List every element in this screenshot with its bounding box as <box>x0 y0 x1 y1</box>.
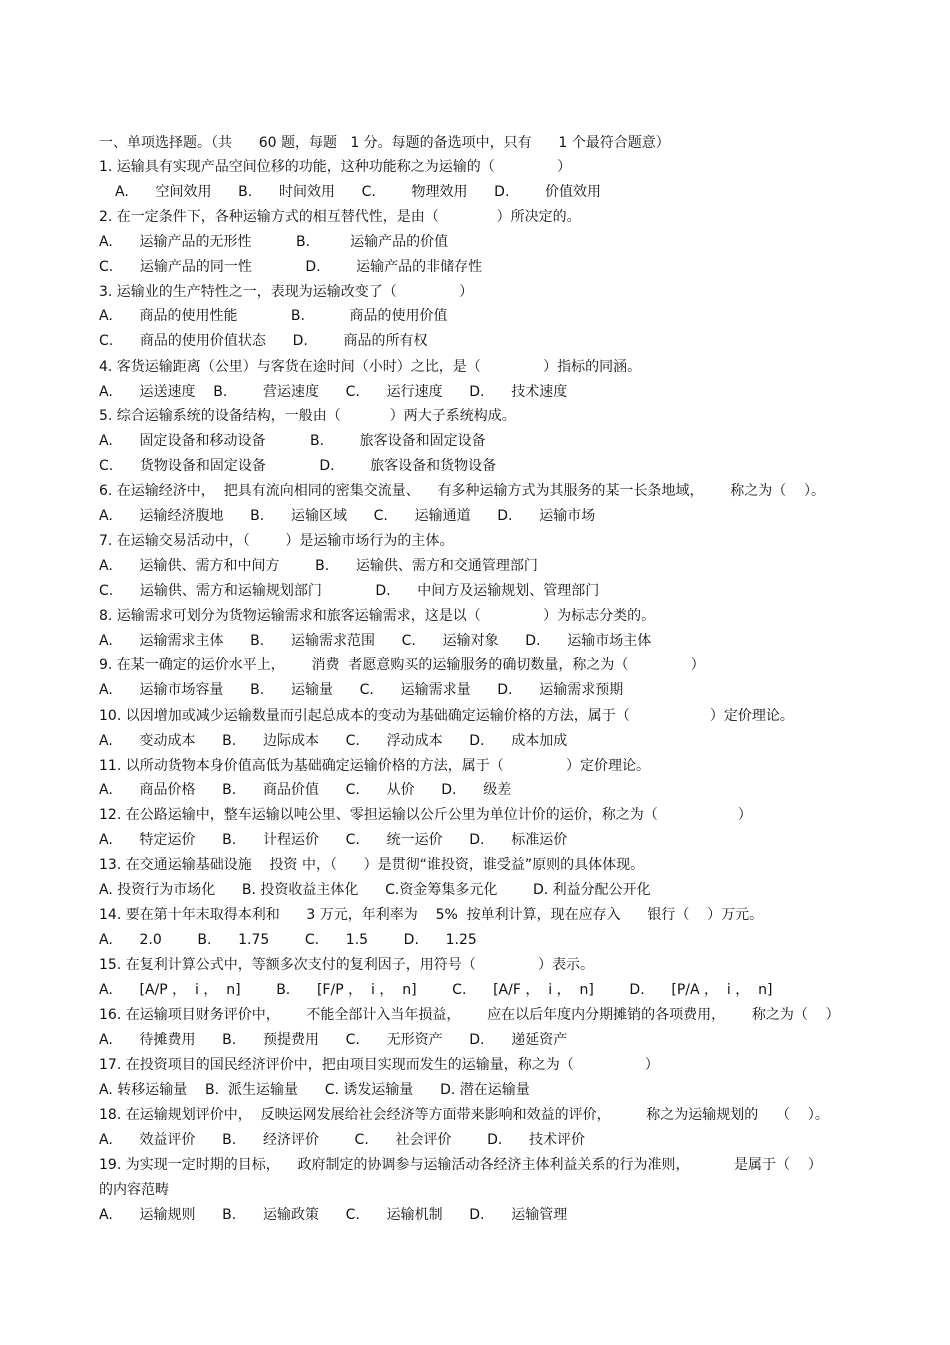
question-15: 15. 在复利计算公式中，等额多次支付的复利因子，用符号（ ）表示。 <box>99 957 595 973</box>
question-11: 11. 以所动货物本身价值高低为基础确定运输价格的方法，属于（ ）定价理论。 <box>99 758 651 774</box>
options-5-ab: A. 固定设备和移动设备 B. 旅客设备和固定设备 <box>99 433 486 449</box>
question-18: 18. 在运输规划评价中， 反映运网发展给社会经济等方面带来影响和效益的评价， 称之为运输规划的 （ ）。 <box>99 1107 829 1123</box>
options-13: A. 投资行为市场化 B. 投资收益主体化 C.资金筹集多元化 D. 利益分配公开化 <box>99 882 651 898</box>
options-16: A. 待摊费用 B. 预提费用 C. 无形资产 D. 递延资产 <box>99 1032 568 1048</box>
options-10: A. 变动成本 B. 边际成本 C. 浮动成本 D. 成本加成 <box>99 733 568 749</box>
options-18: A. 效益评价 B. 经济评价 C. 社会评价 D. 技术评价 <box>99 1132 585 1148</box>
options-8: A. 运输需求主体 B. 运输需求范围 C. 运输对象 D. 运输市场主体 <box>99 633 652 649</box>
options-6: A. 运输经济腹地 B. 运输区域 C. 运输通道 D. 运输市场 <box>99 508 596 524</box>
options-7-ab: A. 运输供、需方和中间方 B. 运输供、需方和交通管理部门 <box>99 558 538 574</box>
options-3-cd: C. 商品的使用价值状态 D. 商品的所有权 <box>99 333 428 349</box>
question-5: 5. 综合运输系统的设备结构，一般由（ ）两大子系统构成。 <box>99 408 516 424</box>
options-7-cd: C. 运输供、需方和运输规划部门 D. 中间方及运输规划、管理部门 <box>99 583 600 599</box>
options-17: A. 转移运输量 B. 派生运输量 C. 诱发运输量 D. 潜在运输量 <box>99 1082 530 1098</box>
question-10: 10. 以因增加或减少运输数量而引起总成本的变动为基础确定运输价格的方法，属于（ ）定价理论。 <box>99 708 794 724</box>
question-3: 3. 运输业的生产特性之一，表现为运输改变了（ ） <box>99 284 474 300</box>
question-17: 17. 在投资项目的国民经济评价中，把由项目实现而发生的运输量，称之为（ ） <box>99 1057 659 1073</box>
question-2: 2. 在一定条件下，各种运输方式的相互替代性，是由（ ）所决定的。 <box>99 209 581 225</box>
options-15: A. [A/P ， i ， n] B. [F/P ， i ， n] C. [A/F ， i ， n] D. [P/A ， i ， n] <box>99 982 773 998</box>
options-2-ab: A. 运输产品的无形性 B. 运输产品的价值 <box>99 234 449 250</box>
section-heading: 一、单项选择题。（共 60 题，每题 1 分。每题的备选项中，只有 1 个最符合题意） <box>99 135 670 151</box>
question-7: 7. 在运输交易活动中，（ ）是运输市场行为的主体。 <box>99 533 454 549</box>
options-11: A. 商品价格 B. 商品价值 C. 从价 D. 级差 <box>99 782 512 798</box>
options-3-ab: A. 商品的使用性能 B. 商品的使用价值 <box>99 308 448 324</box>
options-9: A. 运输市场容量 B. 运输量 C. 运输需求量 D. 运输需求预期 <box>99 682 624 698</box>
question-13: 13. 在交通运输基础设施 投资 中，（ ）是贯彻“谁投资，谁受益”原则的具体体现。 <box>99 857 645 873</box>
question-19-continued: 的内容范畴 <box>99 1182 169 1198</box>
question-16: 16. 在运输项目财务评价中， 不能全部计入当年损益， 应在以后年度内分期摊销的各项费用， 称之为（ ） <box>99 1007 840 1023</box>
question-9: 9. 在某一确定的运价水平上， 消费 者愿意购买的运输服务的确切数量，称之为（ ） <box>99 657 705 673</box>
question-19: 19. 为实现一定时期的目标， 政府制定的协调参与运输活动各经济主体利益关系的行为准则， 是属于（ ） <box>99 1157 822 1173</box>
options-12: A. 特定运价 B. 计程运价 C. 统一运价 D. 标准运价 <box>99 832 568 848</box>
options-14: A. 2.0 B. 1.75 C. 1.5 D. 1.25 <box>99 932 477 948</box>
question-8: 8. 运输需求可划分为货物运输需求和旅客运输需求，这是以（ ）为标志分类的。 <box>99 608 656 624</box>
question-6: 6. 在运输经济中， 把具有流向相同的密集交流量、 有多种运输方式为其服务的某一长条地域， 称之为（ ）。 <box>99 483 826 499</box>
options-5-cd: C. 货物设备和固定设备 D. 旅客设备和货物设备 <box>99 458 497 474</box>
question-12: 12. 在公路运输中，整车运输以吨公里、零担运输以公斤公里为单位计价的运价，称之为（ ） <box>99 807 752 823</box>
question-1: 1. 运输具有实现产品空间位移的功能，这种功能称之为运输的（ ） <box>99 159 572 175</box>
question-14: 14. 要在第十年末取得本利和 3 万元，年利率为 5% 按单利计算，现在应存入 银行（ ）万元。 <box>99 907 764 923</box>
options-4: A. 运送速度 B. 营运速度 C. 运行速度 D. 技术速度 <box>99 384 568 400</box>
question-4: 4. 客货运输距离（公里）与客货在途时间（小时）之比，是（ ）指标的同涵。 <box>99 359 642 375</box>
options-1: A. 空间效用 B. 时间效用 C. 物理效用 D. 价值效用 <box>115 184 601 200</box>
options-19: A. 运输规则 B. 运输政策 C. 运输机制 D. 运输管理 <box>99 1207 568 1223</box>
options-2-cd: C. 运输产品的同一性 D. 运输产品的非储存性 <box>99 259 483 275</box>
